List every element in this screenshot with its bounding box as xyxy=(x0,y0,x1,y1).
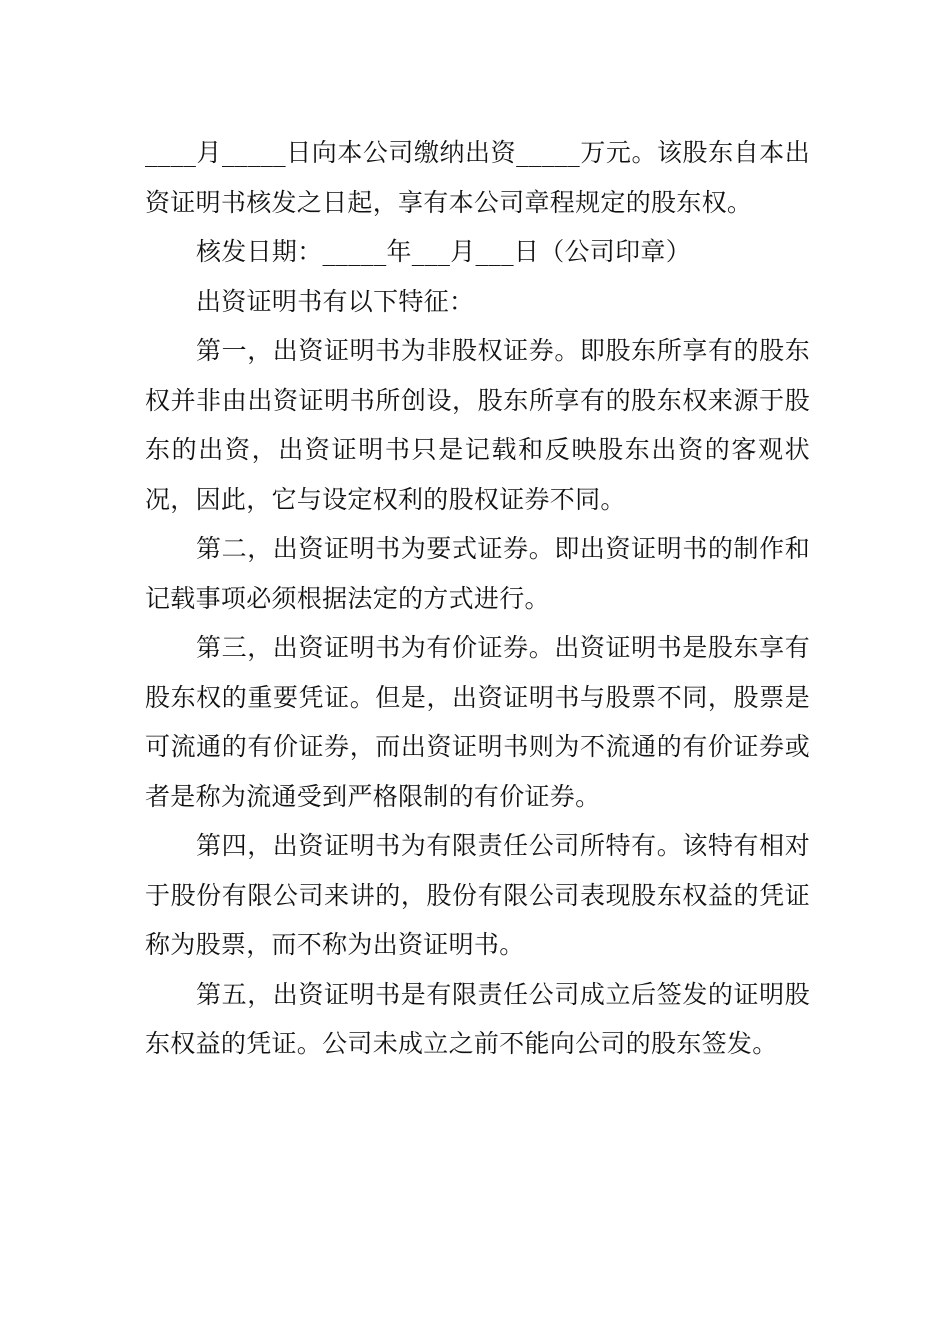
paragraph-feature-4: 第四，出资证明书为有限责任公司所特有。该特有相对于股份有限公司来讲的，股份有限公司表现股东权益的凭证称为股票，而不称为出资证明书。 xyxy=(145,831,810,959)
paragraph-feature-5: 第五，出资证明书是有限责任公司成立后签发的证明股东权益的凭证。公司未成立之前不能向公司的股东签发。 xyxy=(145,979,810,1058)
paragraph-issue-date: 核发日期：_____年___月___日（公司印章） xyxy=(196,237,692,266)
paragraph-feature-1: 第一，出资证明书为非股权证券。即股东所享有的股东权并非由出资证明书所创设，股东所享有的股东权来源于股东的出资，出资证明书只是记载和反映股东出资的客观状况，因此，它与设定权利的股权证券不同。 xyxy=(145,336,810,514)
paragraph-features-intro: 出资证明书有以下特征： xyxy=(196,286,475,316)
paragraph-capital-contribution: ____月_____日向本公司缴纳出资_____万元。该股东自本出资证明书核发之日起，享有本公司章程规定的股东权。 xyxy=(145,138,810,217)
document-body xyxy=(145,128,810,1069)
paragraph-feature-2: 第二，出资证明书为要式证券。即出资证明书的制作和记载事项必须根据法定的方式进行。 xyxy=(145,534,810,613)
paragraph-feature-3: 第三，出资证明书为有价证券。出资证明书是股东享有股东权的重要凭证。但是，出资证明书与股票不同，股票是可流通的有价证券，而出资证明书则为不流通的有价证券或者是称为流通受到严格限制的有价证券。 xyxy=(145,633,810,811)
